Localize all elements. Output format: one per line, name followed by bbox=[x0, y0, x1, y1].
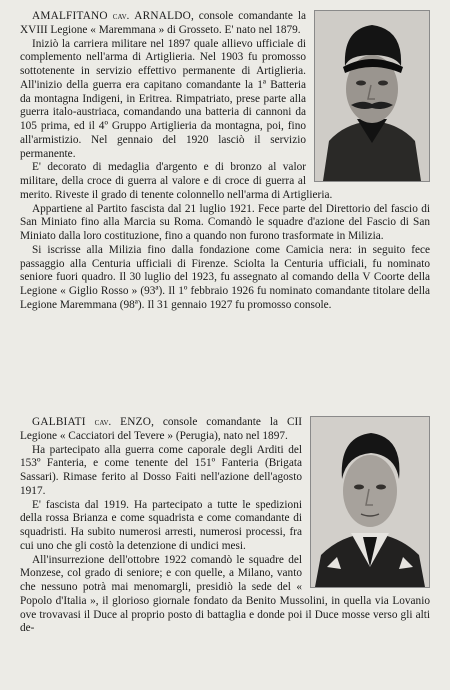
bio2-paragraph-4: All'insurrezione dell'ottobre 1922 comandò le squadre del Monzese, col grado di seniore; e con quelle, a Milano, vanto che nessuno potrà mai menomargli, presidiò la sede del « Popolo d'Italia », il glorioso giornale fondato da Benito Mussolini, in quella via Lovanio ove trovavasi il Duce al proprio posto di battaglia e donde poi il Duce mosse verso gli alti de- bbox=[20, 553, 430, 635]
portrait-galbiati-image bbox=[311, 417, 429, 587]
bio2-intro-text: , console comandante la CII Legione « Cacciatori del Tevere » (Perugia), nato nel 1897. bbox=[20, 416, 303, 442]
bio1-paragraph-2: Iniziò la carriera militare nel 1897 quale allievo ufficiale di complemento nell'arma di Artiglieria. Nel 1903 fu promosso sottotenente in servizio effettivo permanente di Artiglieria. All'inizio della guerra era capitano comandante la 1ª Batteria da montagna Indigeni, in Eritrea. Rimpatriato, prese parte alla guerra italo-austriaca, comandando una batteria di cannoni da 105 prima, ed il 4º Gruppo Artiglieria da montagna, poi, fino all'armistizio. Nel gennaio del 1920 lasciò il servizio permanente. bbox=[20, 37, 306, 160]
bio1-paragraph-3: E' decorato di medaglia d'argento e di bronzo al valor militare, della croce di guerra al valore e di croce di guerra al merito. Riveste il grado di tenente colonnello nell'arma di Artiglieria. bbox=[20, 161, 333, 201]
biography-amalfitano bbox=[20, 10, 430, 313]
portrait-photo-galbiati bbox=[310, 416, 430, 588]
bio1-intro-text: , console comandante la XVIII Legione « Maremmana » di Grosseto. E' nato nel 1879. bbox=[20, 10, 306, 36]
portrait-amalfitano-image bbox=[315, 11, 429, 181]
bio2-rank: cav. bbox=[94, 417, 112, 428]
bio1-paragraph-4: Appartiene al Partito fascista dal 21 luglio 1921. Fece parte del Direttorio del fascio di San Miniato fino alla Marcia su Roma. Comandò le squadre d'azione del Fascio di San Miniato dalla loro costituzione, fino a quando non furono trasformate in Milizia. bbox=[20, 202, 430, 242]
bio1-paragraph-5: Si iscrisse alla Milizia fino dalla fondazione come Camicia nera: in seguito fece passaggio alla Centuria ufficiali di Firenze. Sciolta la Centuria ufficiali, fu nominato seniore fuori quadro. Il 30 luglio del 1923, fu assegnato al comando della V Coorte della Legione « Giglio Rosso » (93ª). Il 1º febbraio 1926 fu nominato comandante titolare della Legione Maremmana (98ª). Il 31 gennaio 1927 fu promosso console. bbox=[20, 243, 430, 311]
portrait-photo-amalfitano bbox=[314, 10, 430, 182]
bio2-paragraph-3: E' fascista dal 1919. Ha partecipato a tutte le spedizioni della rossa Brianza e come squadrista e come comandante di squadristi. Ha subito numerosi arresti, numerosi processi, fra cui uno che gli costò la detenzione di undici mesi. bbox=[20, 498, 302, 552]
bio2-surname: GALBIATI bbox=[32, 416, 86, 428]
bio1-surname: AMALFITANO bbox=[32, 10, 108, 22]
biography-galbiati bbox=[20, 416, 430, 636]
bio2-paragraph-2: Ha partecipato alla guerra come caporale degli Arditi del 153º Fanteria, e come tenente del 151º Fanteria (Brigata Sassari). Rimase ferito al Dosso Faiti nell'azione dell'agosto 1917. bbox=[20, 443, 302, 497]
bio1-given-name: ARNALDO bbox=[134, 10, 191, 22]
bio2-given-name: ENZO bbox=[120, 416, 152, 428]
bio1-rank: cav. bbox=[112, 11, 130, 22]
